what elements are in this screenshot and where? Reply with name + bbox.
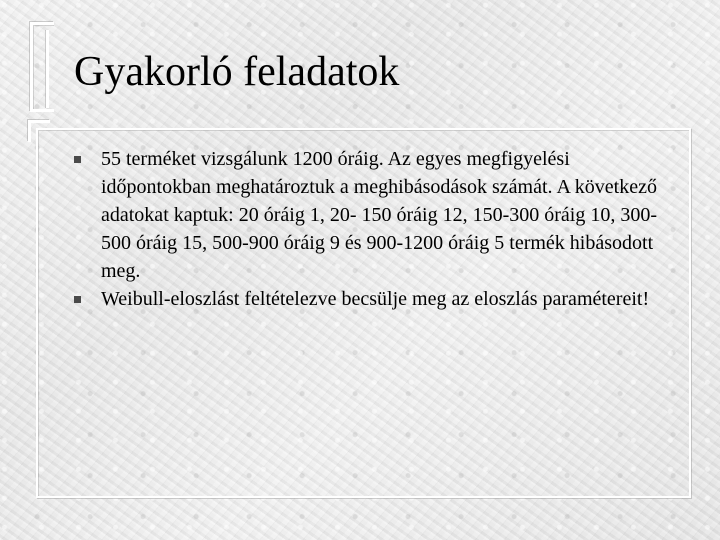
square-bullet-icon — [74, 156, 81, 163]
slide-title: Gyakorló feladatok — [74, 49, 400, 95]
bullet-text: 55 terméket vizsgálunk 1200 óráig. Az egyes megfigyelési időpontokban meghatároztuk a meghibásodások számát. A következő adatokat kaptuk: 20 óráig 1, 20- 150 óráig 12, 150-300 óráig 10, 300-500 óráig 15, 500-900 óráig 9 és 900-1200 óráig 5 termék hibásodott meg. — [101, 148, 657, 282]
title-bracket-inner-decoration — [46, 30, 54, 108]
list-item — [74, 285, 674, 313]
bullet-list — [74, 145, 674, 313]
list-item — [74, 145, 674, 285]
square-bullet-icon — [74, 296, 81, 303]
bullet-text: Weibull-eloszlást feltételezve becsülje meg az eloszlás paramétereit! — [101, 288, 650, 310]
